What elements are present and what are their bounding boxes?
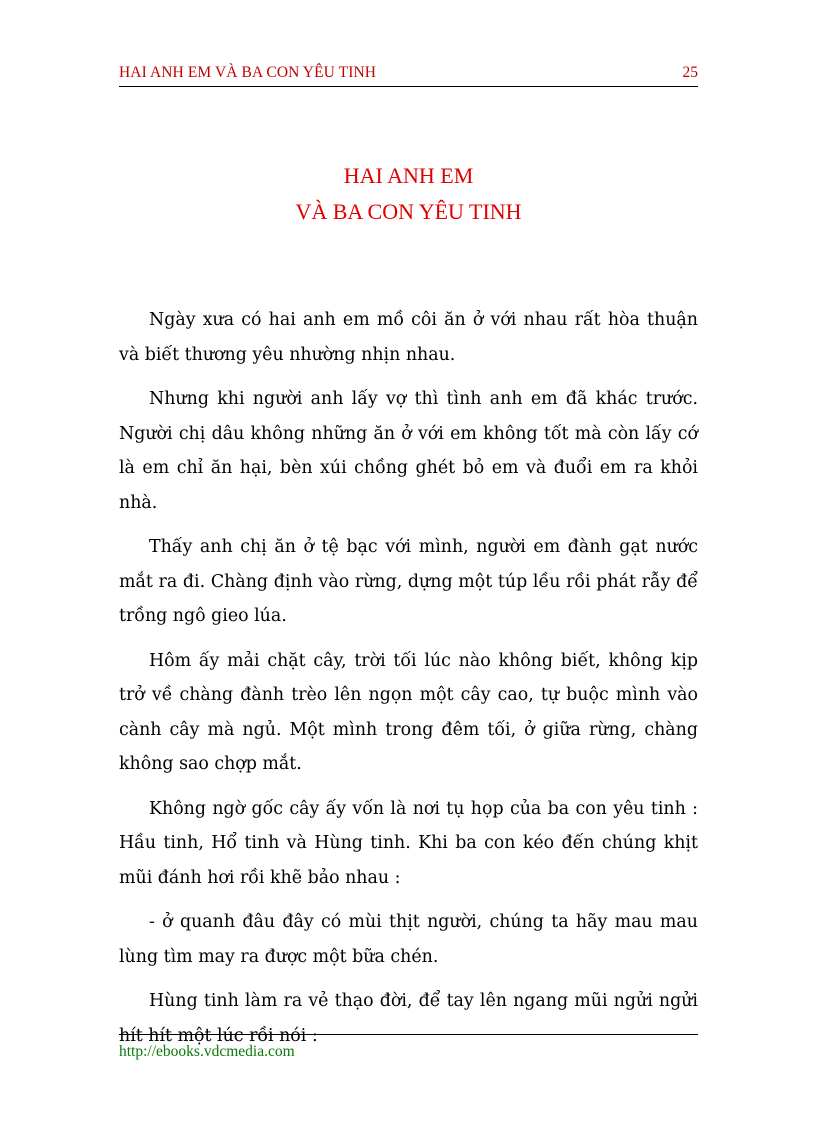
chapter-title-line-2: VÀ BA CON YÊU TINH: [295, 199, 522, 224]
paragraph: Hôm ấy mải chặt cây, trời tối lúc nào không biết, không kịp trở về chàng đành trèo lên ngọn một cây cao, tự buộc mình vào cành cây mà ngủ. Một mình trong đêm tối, ở giữa rừng, chàng không sao chợp mắt.: [119, 650, 698, 774]
paragraph: Không ngờ gốc cây ấy vốn là nơi tụ họp của ba con yêu tinh : Hầu tinh, Hổ tinh và Hùng tinh. Khi ba con kéo đến chúng khịt mũi đánh hơi rồi khẽ bảo nhau :: [119, 798, 698, 888]
story-body: [119, 303, 698, 1063]
footer-link[interactable]: http://ebooks.vdcmedia.com: [119, 1043, 295, 1060]
paragraph: Hùng tinh làm ra vẻ thạo đời, để tay lên ngang mũi ngửi ngửi hít hít một lúc rồi nói :: [119, 991, 698, 1046]
paragraph: Thấy anh chị ăn ở tệ bạc với mình, người em đành gạt nước mắt ra đi. Chàng định vào rừng, dựng một túp lều rồi phát rẫy để trồng ngô gieo lúa.: [119, 537, 698, 626]
paragraph: Nhưng khi người anh lấy vợ thì tình anh em đã khác trước. Người chị dâu không những ăn ở với em không tốt mà còn lấy cớ là em chỉ ăn hại, bèn xúi chồng ghét bỏ em và đuổi em ra khỏi nhà.: [119, 389, 698, 513]
running-header: [119, 60, 698, 87]
chapter-title-line-1: HAI ANH EM: [343, 163, 474, 188]
page-number: 25: [682, 64, 698, 81]
running-title: HAI ANH EM VÀ BA CON YÊU TINH: [119, 64, 377, 81]
paragraph: Ngày xưa có hai anh em mồ côi ăn ở với nhau rất hòa thuận và biết thương yêu nhường nhịn nhau.: [119, 310, 698, 365]
paragraph: - ở quanh đâu đây có mùi thịt người, chúng ta hãy mau mau lùng tìm may ra được một bữa chén.: [119, 912, 698, 967]
footer-divider: [119, 1034, 698, 1035]
chapter-title: [119, 158, 698, 230]
